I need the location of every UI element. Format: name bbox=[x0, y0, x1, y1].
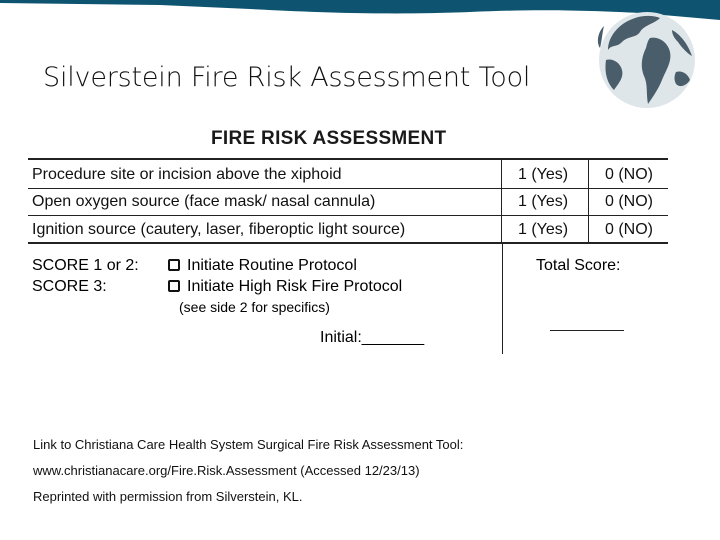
total-score-label: Total Score: bbox=[536, 257, 621, 274]
row-divider bbox=[28, 188, 668, 189]
high-risk-protocol-checkbox bbox=[168, 280, 180, 292]
table-row-criterion: Open oxygen source (face mask/ nasal cannula) bbox=[32, 193, 376, 210]
credits-url-line: www.christianacare.org/Fire.Risk.Assessment (Accessed 12/23/13) bbox=[33, 463, 420, 478]
fire-risk-form bbox=[28, 126, 668, 354]
slide-title: Silverstein Fire Risk Assessment Tool bbox=[43, 62, 531, 93]
globe-icon bbox=[592, 8, 702, 112]
column-divider bbox=[588, 158, 589, 243]
table-row-no: 0 (NO) bbox=[605, 221, 653, 238]
routine-protocol-checkbox bbox=[168, 259, 180, 271]
score-column-divider bbox=[502, 243, 503, 354]
form-heading: FIRE RISK ASSESSMENT bbox=[211, 128, 447, 149]
table-row-no: 0 (NO) bbox=[605, 166, 653, 183]
routine-protocol-label: Initiate Routine Protocol bbox=[187, 257, 357, 274]
table-row-yes: 1 (Yes) bbox=[518, 193, 569, 210]
score-high-label: SCORE 3: bbox=[32, 278, 107, 295]
table-top-rule bbox=[28, 158, 668, 160]
credits bbox=[33, 432, 463, 510]
specifics-note: (see side 2 for specifics) bbox=[179, 299, 330, 315]
high-risk-protocol-label: Initiate High Risk Fire Protocol bbox=[187, 278, 403, 295]
table-row-criterion: Procedure site or incision above the xiphoid bbox=[32, 166, 342, 183]
table-row-yes: 1 (Yes) bbox=[518, 166, 569, 183]
credits-permission-line: Reprinted with permission from Silverstein, KL. bbox=[33, 489, 303, 504]
table-row-no: 0 (NO) bbox=[605, 193, 653, 210]
routine-protocol-option bbox=[168, 257, 357, 275]
score-low-label: SCORE 1 or 2: bbox=[32, 257, 139, 274]
column-divider bbox=[501, 158, 502, 243]
high-risk-protocol-option bbox=[168, 278, 402, 296]
table-row-yes: 1 (Yes) bbox=[518, 221, 569, 238]
row-divider bbox=[28, 242, 668, 244]
row-divider bbox=[28, 215, 668, 216]
initial-field: Initial:_______ bbox=[320, 329, 425, 346]
table-row-criterion: Ignition source (cautery, laser, fiberoptic light source) bbox=[32, 221, 406, 238]
total-score-blank bbox=[550, 330, 624, 331]
credits-link-line: Link to Christiana Care Health System Surgical Fire Risk Assessment Tool: bbox=[33, 437, 464, 452]
